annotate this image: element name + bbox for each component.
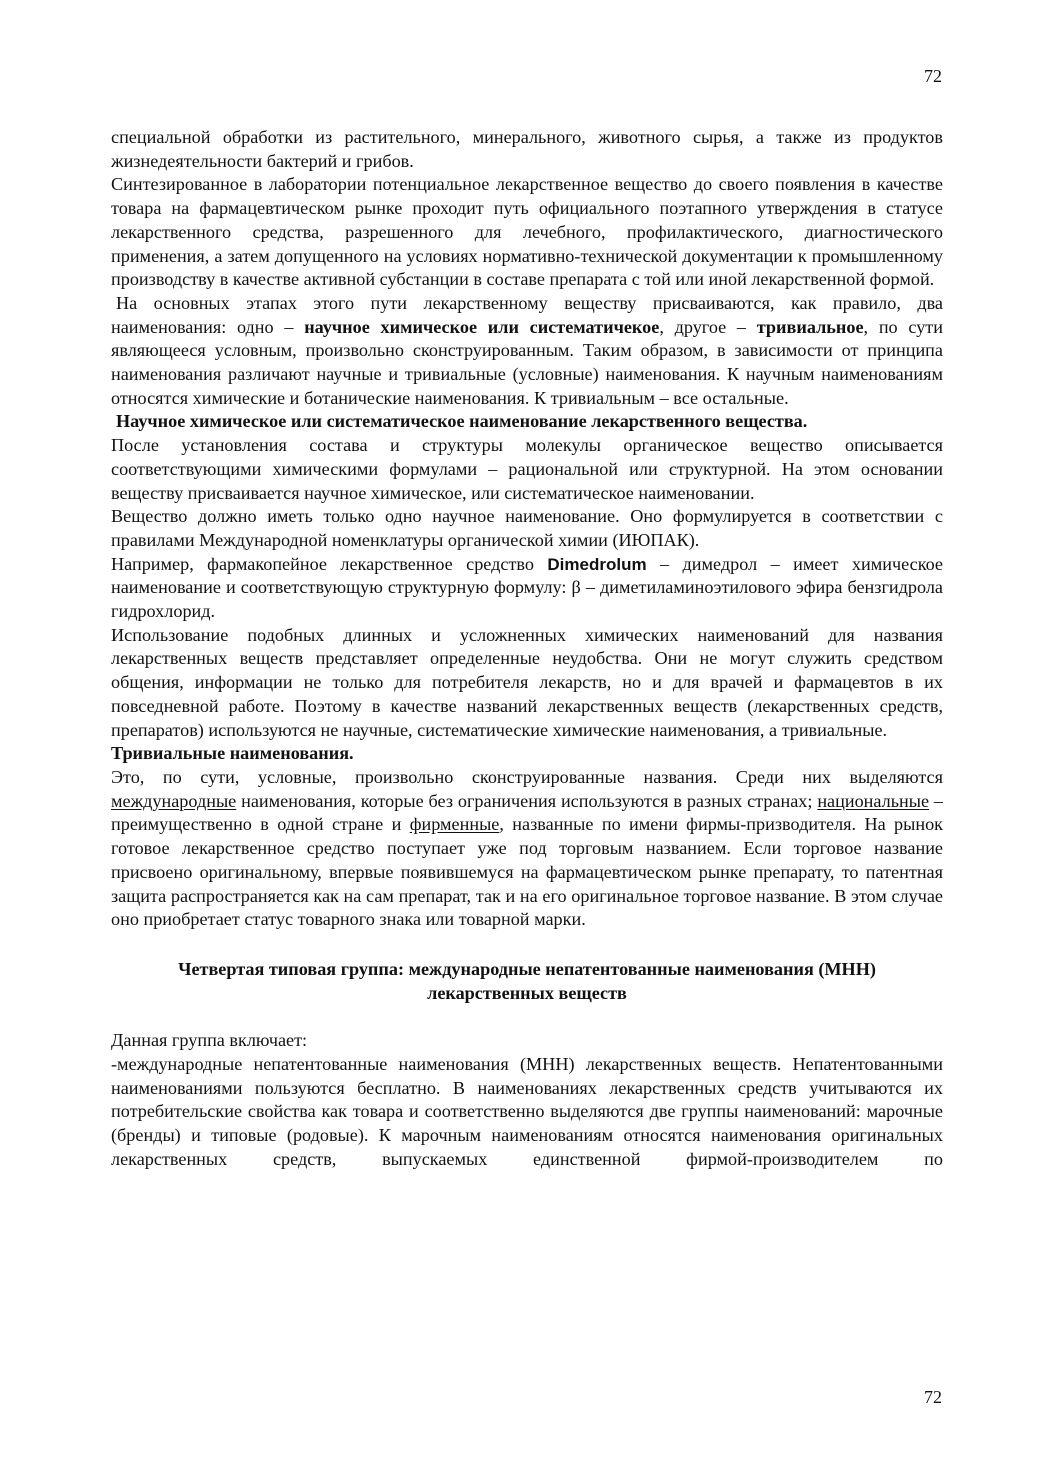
paragraph: Синтезированное в лаборатории потенциальное лекарственное вещество до своего появления в качестве товара на фармацевтическом рынке проходит путь официального поэтапного утверждения в статусе лекарственного средства, разрешенного для лечебного, профилактического, диагностического применения, а затем допущенного на условиях нормативно-технической документации к промышленному производству в качестве активной субстанции в составе препарата с той или иной лекарственной формой. [111, 174, 943, 290]
paragraph: -международные непатентованные наименования (МНН) лекарственных веществ. Непатентованными наименованиями пользуются бесплатно. В наименованиях лекарственных средств учитываются их потребительские свойства как товара и соответственно выделяются две группы наименований: марочные (бренды) и типовые (родовые). К марочным наименованиям относятся наименования оригинальных лекарственных средств, выпускаемых единственной фирмой-производителем по [111, 1054, 943, 1169]
paragraph: Использование подобных длинных и усложненных химических наименований для названия лекарственных веществ представляет определенные неудобства. Они не могут служить средством общения, информации не только для потребителя лекарств, но и для врачей и фармацевтов в их повседневной работе. Поэтому в качестве названий лекарственных веществ (лекарственных средств, препаратов) используются не научные, систематические химические наименования, а тривиальные. [111, 624, 943, 740]
page-body [111, 126, 943, 1172]
paragraph: Вещество должно иметь только одно научное наименование. Оно формулируется в соответствии с правилами Международной номенклатуры органической химии (ИЮПАК). [111, 506, 943, 550]
paragraph: специальной обработки из растительного, минерального, животного сырья, а также из продуктов жизнедеятельности бактерий и грибов. [111, 127, 943, 171]
paragraph: Данная группа включает: [111, 1030, 308, 1051]
paragraph: После установления состава и структуры молекулы органическое вещество описывается соответствующими химическими формулами – рациональной или структурной. На этом основании веществу присваивается научное химическое, или систематическое наименовании. [111, 435, 943, 503]
paragraph: Например, фармакопейное лекарственное средство Dimedrolum – димедрол – имеет химическое наименование и соответствующую структурную формулу: β – диметиламиноэтилового эфира бензгидрола гидрохлорид. [111, 553, 943, 622]
bold-term: тривиальное [756, 316, 864, 337]
paragraph: Это, по сути, условные, произвольно сконструированные названия. Среди них выделяются международные наименования, которые без ограничения используются в разных странах; национальные – преимущественно в одной стране и фирменные, названные по имени фирмы-призводителя. На рынок готовое лекарственное средство поступает уже под торговым названием. Если торговое название присвоено оригинальному, впервые появившемуся на фармацевтическом рынке препарату, то патентная защита распространяется как на сам препарат, так и на его оригинальное торговое название. В этом случае оно приобретает статус товарного знака или товарной марки. [111, 766, 944, 930]
page-number-top: 72 [924, 66, 942, 86]
underlined-term: международные [111, 790, 237, 811]
page-number-bottom: 72 [924, 1387, 942, 1407]
group-heading: Четвертая типовая группа: международные непатентованные наименования (МНН) лекарственных веществ [178, 958, 876, 1003]
section-heading: Тривиальные наименования. [111, 743, 354, 764]
drug-name: Dimedrolum [547, 554, 647, 574]
bold-term: научное химическое или систематичекое [304, 316, 660, 337]
paragraph: На основных этапах этого пути лекарственному веществу присваиваются, как правило, два наименования: одно – научное химическое или систематичекое, другое – тривиальное, по сути являющееся условным, произвольно сконструированным. Таким образом, в зависимости от принципа наименования различают научные и тривиальные (условные) наименования. К научным наименованиям относятся химические и ботанические наименования. К тривиальным – все остальные. [111, 292, 943, 408]
underlined-term: национальные [817, 790, 930, 811]
section-heading: Научное химическое или систематическое наименование лекарственного вещества. [116, 411, 808, 432]
underlined-term: фирменные [409, 814, 500, 835]
